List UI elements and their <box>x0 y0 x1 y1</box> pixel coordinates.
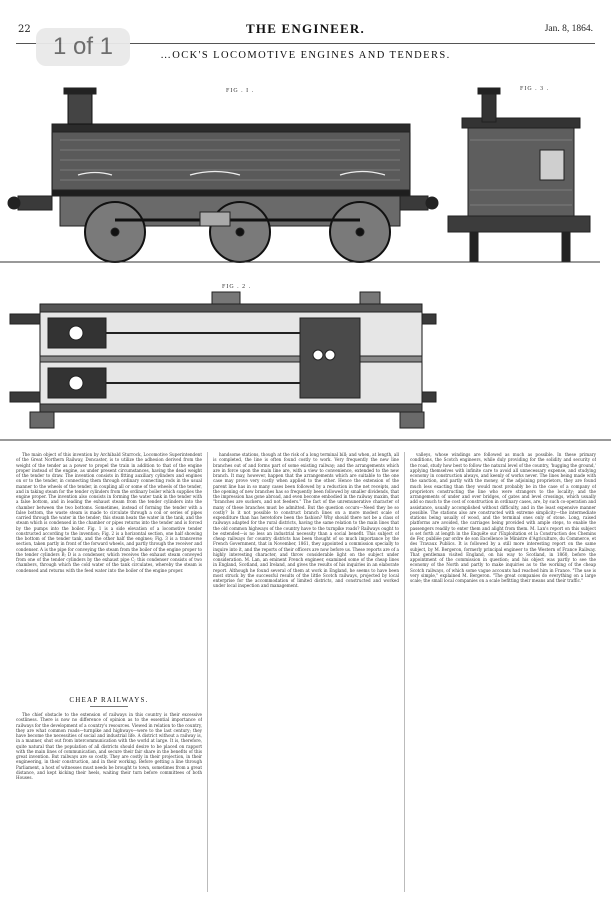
column-1-top <box>16 452 202 692</box>
issue-date: Jan. 8, 1864. <box>544 24 593 34</box>
column-3 <box>410 452 596 890</box>
fig2-horizontal-section <box>0 292 611 440</box>
column-1-text: The main object of this invention by Archibald Sturrock, Locomotive Superintendent of the Great Northern Railway, Doncaster, is to utilize the adhesion derived from the weight of the tender as a power to propel the train in addition to that of the engine proper instead of the engine, as under present circumstances, having the dead weight of the tender to draw. The invention consists in fitting auxiliary cylinders and engines on or to the tender, in connecting them through ordinary connecting rods in the usual manner to the wheels of the tender, in coupling all or some of the wheels of the tender, and in taking steam for the tender cylinders from the ordinary boiler which supplies the engine proper. The invention also consists in forming the water tank in the tender with a false bottom, and in leading the exhaust steam from the tender cylinders into the chamber between the two bottoms. Sometimes, instead of forming the tender with a false bottom, the waste steam is made to circulate through a coil or series of pipes carried through the water in the tender; this steam heats the water in the tank, and the steam which is condensed in the chamber or pipes returns into the tender and is forced by the pumps into the boiler. Fig. 1 is a side elevation of a locomotive tender constructed according to the invention; Fig. 2 is a horizontal section, one half showing the bottom of the tender tank, and the other half the engines; Fig. 3 is a transverse section, taken partly in front of the forward wheels, and partly through the receiver and condenser. A is the pipe for conveying the steam from the boiler of the engine proper to the tender cylinders B; D is a condenser, which receives the exhaust steam conveyed from one of the tender cylinders by the exhaust pipe C; this condenser consists of two chambers, through which the cold water of the tank circulates, whereby the steam is condensed and returns with the feed water into the boiler of the engine proper. <box>16 452 202 573</box>
column-divider-2 <box>404 452 405 892</box>
fig3-label: FIG . 3 . <box>520 86 550 92</box>
fig2-label: FIG . 2 . <box>222 284 252 290</box>
column-2 <box>213 452 399 890</box>
section-heading: CHEAP RAILWAYS. <box>69 696 149 704</box>
column-3-text: valleys, whose windings are followed as much as possible. In these primary conditions, the Scotch engineers, while duly providing for the solidity and security of the road, study how best to follow the natural level of the country, 'hugging the ground,' applying themselves with infinite care to avoid all unnecessary expense, and studying economy in construction always, and keenly of works never. The lines being made with the sanction, and partly with the money, of the adjoining proprietors, they are found much less exacting than they would most probably be in the case of a company of proprietors constructing the line who were strangers to the locality; and the arrangements of under and over bridges, of gates and level crossings, which usually add so much to the cost of construction in ordinary cases, are, by such co-operation and assistance, usually accomplished without difficulty, and in the least expensive manner possible. The stations also are constructed with extreme simplicity—the intermediate stations being usually of wood, and the terminal ones only of stone. Long, raised platforms are avoided, the carriages being provided with ample steps, to enable the passengers readily to enter them and alight from them. M. Lan's report on this subject is set forth at length in the Enquête sur l'Exploitation et la Construction des Chemins de Fer, publiée par ordre de son Excellence le Ministre d'Agriculture, du Commerce, et des Travaux Publics. It is followed by a still more interesting report on the same subject, by M. Bergeron, formerly principal engineer to the Western of France Railway. That gentleman visited England, on his way to Scotland, in 1860, before the appointment of the commission in question; and his object was partly to see the economy of the North and partly to make inquiries as to the working of the cheap Scotch railways, of which some vague accounts had reached him in France. "The use is very simple," explained M. Bergeron. "The great companies do everything on a large scale; the small local companies on a scale befitting their means and their traffic." <box>410 452 596 583</box>
page-count-badge[interactable]: 1 of 1 <box>36 28 130 66</box>
fig3-transverse-section <box>440 88 600 262</box>
column-1-bottom-text: The chief obstacle to the extension of railways in this country is their excessive costliness. There is now no difference of opinion as to the essential importance of railways for the development of a country's resources. Viewed in relation to the country, they are what common roads—turnpike and highways—were to the last century; they have become the necessities of social and industrial life. A district without a railway is, in a manner, shut out from intercommunication with the world at large. It is, therefore, quite natural that the population of all districts should desire to be placed on rapport with the main lines of communication, and secure their fair share in the benefits of this great invention. But railways are so costly. They are costly in their projection, in their engineering, in their construction, and in their working. Before getting a line through Parliament, a host of witnesses must needs be brought to town, sometimes from a great distance, and kept kicking their heels, waiting their turn before committees of both Houses. <box>16 712 202 780</box>
column-2-text: handsome stations, though at the risk of a long terminal bill; and when, at length, all is completed, the line is often found costly to work. Very frequently the new line branches out of and forms part of some existing railway; and the arrangements which are in force upon the main line are, with a view to convenience, extended to the new branch. It may, however, happen that the arrangements which are suitable to the one case may prove very costly when applied to the other. Hence the extension of the parent line has in so many cases been followed by a reduction in the net receipts, and the opening of new branches has so frequently been followed by smaller dividends, that the impression has gone abroad, and even become embodied in the railway maxim, that "branches are suckers, and not feeders." The fact of the unremunerative character of many of these branches must be admitted. But the question occurs—Need they be so costly? Is it not possible to construct branch lines on a more modest scale of expenditure than has heretofore been the fashion? Why should there not be a class of railways adapted for the rural districts, having the same relation to the main lines that the old common highways of the country have to the turnpike roads? Railways ought to be extended—is no less an industrial necessity than a social benefit. This subject of cheap railways for country districts has been thought of so much importance by the French Government, that in November, 1861, they appointed a commission specially to inquire into it, and the reports of their officers are now before us. These reports are of a highly interesting character, and throw considerable light on the subject under consideration. M. Lan, an eminent French engineer, examined some of the cheap lines in England, Scotland, and Ireland, and gives the results of his inquiries in an elaborate report. Although he found several of them at work in England, he seems to have been most struck by the successful results of the little Scotch railways, projected by local enterprise for the accommodation of limited districts, and constructed and worked under local inspection and management. <box>213 452 399 589</box>
column-divider-1 <box>207 452 208 892</box>
masthead: THE ENGINEER. <box>246 21 365 36</box>
section-divider <box>90 706 128 707</box>
column-1-bottom <box>16 712 202 890</box>
fig1-side-elevation <box>0 88 445 262</box>
fig1-label: FIG . I . <box>226 88 255 94</box>
page-number: 22 <box>18 24 31 35</box>
article-title: …OCK'S LOCOMOTIVE ENGINES AND TENDERS. <box>160 50 451 61</box>
